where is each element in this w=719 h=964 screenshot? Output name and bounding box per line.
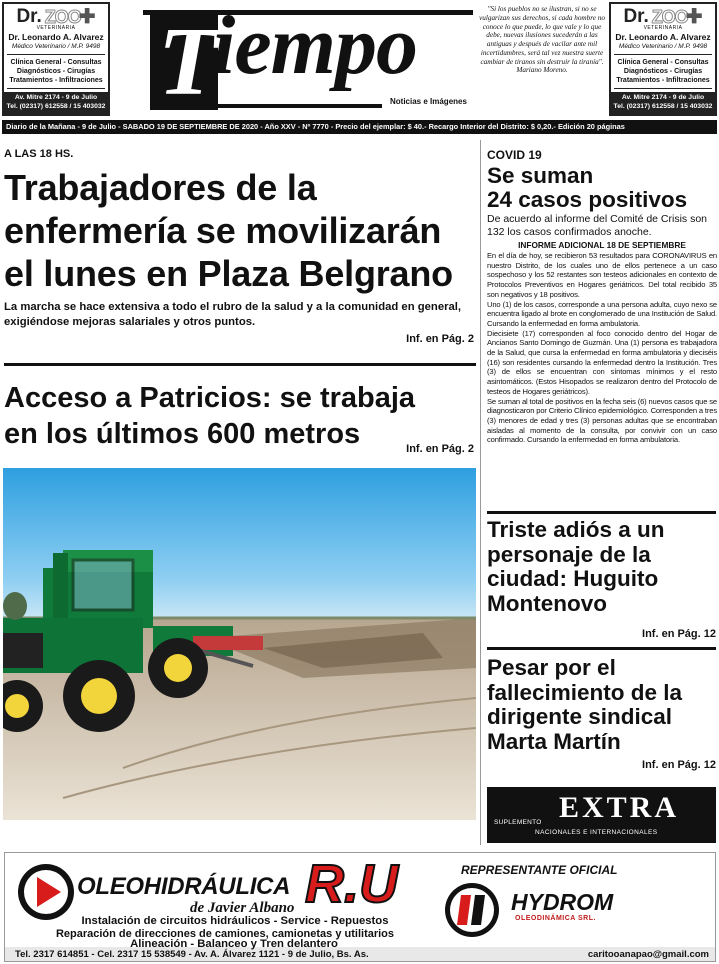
ad-owner: de Javier Albano bbox=[190, 900, 295, 916]
headline-line: dirigente sindical bbox=[487, 704, 673, 729]
covid-paragraph: En el día de hoy, se recibieron 53 resultados para CORONAVIRUS en nuestro Distrito, de los cuales uno de ellos pertenece a un caso sospechoso y los 52 restantes son testeos adicionales en contexto de Protocolos Preventivos en Hogares geriátricos. Del total recibido 35 son negativos y 18 positivos. bbox=[487, 251, 717, 299]
main-story-kicker: A LAS 18 HS. bbox=[4, 148, 74, 160]
headline-line: Triste adiós a un bbox=[487, 517, 665, 542]
headline-line: personaje de la bbox=[487, 541, 651, 567]
masthead-rule-bottom bbox=[212, 104, 382, 108]
section-divider bbox=[487, 511, 716, 514]
vet-address bbox=[611, 92, 715, 114]
vet-cross-icon: ✚ bbox=[685, 5, 703, 28]
vet-ad-right bbox=[609, 2, 717, 116]
covid-subheading: INFORME ADICIONAL 18 DE SEPTIEMBRE bbox=[518, 240, 686, 250]
second-story-page-ref[interactable]: Inf. en Pág. 2 bbox=[406, 443, 474, 455]
vet-ad-left bbox=[2, 2, 110, 116]
covid-headline[interactable] bbox=[487, 164, 717, 212]
ad-email[interactable]: caritooanapao@gmail.com bbox=[587, 949, 709, 960]
tractor-photo-image bbox=[3, 468, 476, 820]
hydrom-logo-icon bbox=[443, 881, 501, 939]
vet-phone: Tel. (02317) 612558 / 15 403032 bbox=[613, 103, 713, 111]
vet-service: Tratamientos - Infiltraciones bbox=[616, 77, 710, 85]
vet-cross-icon: ✚ bbox=[78, 5, 96, 28]
extra-subtitle: NACIONALES E INTERNACIONALES bbox=[535, 829, 658, 836]
vet-services bbox=[7, 54, 105, 89]
hydrom-subtitle: OLEODINÁMICA SRL. bbox=[515, 915, 596, 922]
covid-paragraph: Uno (1) de los casos, corresponde a una persona adulta, cuyo nexo se encuentra ligado al brote en conglomerado de una Institución de Salud. Cursando la enfermedad en forma ambulatoria. bbox=[487, 299, 717, 328]
vet-logo-zoo: ZOO bbox=[651, 6, 688, 27]
vet-title: Médico Veterinario / M.P. 9498 bbox=[11, 42, 101, 50]
ad-brand-name: OLEOHIDRÁULICA bbox=[77, 873, 291, 900]
vet-logo-sub: VETERINARIA bbox=[36, 25, 76, 31]
ad-contact: Tel. 2317 614851 - Cel. 2317 15 538549 - Av. A. Álvarez 1121 - 9 de Julio, Bs. As. bbox=[15, 949, 369, 960]
headline-line: Trabajadores de la bbox=[4, 167, 317, 208]
vet-logo-zoo: ZOO bbox=[44, 6, 81, 27]
ad-representative-label: REPRESENTANTE OFICIAL bbox=[461, 863, 618, 877]
ad-service-line: Reparación de direcciones de camiones, camionetas y utilitarios bbox=[55, 928, 395, 940]
extra-title: EXTRA bbox=[559, 791, 680, 824]
vet-logo-dr: Dr. bbox=[623, 6, 649, 28]
covid-paragraph: Diecisiete (17) corresponden al foco conocido dentro del Hogar de Ancianos Santo Domingo de Guzmán. Una (1) persona es trabajadora de la Salud, que cursa la enfermedad en forma ambulatoria y dieciséis (16) son residentes cursando la enfermedad dentro la Institución. Tres (3) de ellos se encuentran con síntomas mínimos y el resto asintomáticos. (Estos Hisopados se realizaron dentro del Protocolo de testeos de Hogares geriátricos). bbox=[487, 328, 717, 396]
headline-line: Pesar por el bbox=[487, 655, 616, 680]
main-story-page-ref[interactable]: Inf. en Pág. 2 bbox=[406, 333, 474, 345]
vet-phone: Tel. (02317) 612558 / 15 403032 bbox=[6, 103, 106, 111]
huguito-page-ref[interactable]: Inf. en Pág. 12 bbox=[642, 628, 716, 640]
vet-address-line: Av. Mitre 2174 - 9 de Julio bbox=[621, 94, 705, 102]
headline-line: en los últimos 600 metros bbox=[4, 418, 361, 450]
headline-line: el lunes en Plaza Belgrano bbox=[4, 253, 453, 294]
headline-line: Acceso a Patricios: se trabaja bbox=[4, 382, 416, 414]
vet-service: Tratamientos - Infiltraciones bbox=[9, 77, 103, 85]
ad-service-line: Instalación de circuitos hidráulicos - Service - Repuestos bbox=[81, 915, 389, 927]
vet-logo-sub: VETERINARIA bbox=[643, 25, 683, 31]
headline-line: 24 casos positivos bbox=[487, 187, 688, 212]
marta-headline[interactable] bbox=[487, 656, 719, 754]
vet-address bbox=[4, 92, 108, 114]
column-separator bbox=[480, 140, 481, 845]
vet-name: Dr. Leonardo A. Alvarez bbox=[8, 31, 104, 42]
covid-kicker: COVID 19 bbox=[487, 148, 542, 162]
vet-services bbox=[614, 54, 712, 89]
headline-line: enfermería se movilizarán bbox=[4, 210, 442, 251]
vet-service: Clínica General - Consultas bbox=[617, 58, 709, 66]
hydrom-name: HYDROM bbox=[511, 889, 614, 915]
huguito-headline[interactable] bbox=[487, 518, 719, 616]
ad-brand-ru: R.U bbox=[305, 854, 398, 914]
extra-supplement-label: SUPLEMENTO bbox=[494, 819, 542, 826]
masthead-title: iempo bbox=[212, 0, 417, 92]
vet-service: Diagnósticos - Cirugías bbox=[623, 68, 703, 76]
vet-service: Diagnósticos - Cirugías bbox=[16, 68, 96, 76]
headline-line: ciudad: Huguito bbox=[487, 566, 659, 591]
main-story-summary: La marcha se hace extensiva a todo el rubro de la salud y a la comunidad en general, exigiéndose mejoras salariales y otros puntos. bbox=[4, 301, 462, 328]
masthead-initial-box bbox=[150, 8, 218, 116]
section-divider bbox=[4, 363, 476, 366]
section-divider bbox=[487, 647, 716, 650]
extra-supplement-banner[interactable] bbox=[487, 787, 716, 843]
marta-page-ref[interactable]: Inf. en Pág. 12 bbox=[642, 759, 716, 771]
headline-line: Marta Martín bbox=[487, 728, 621, 754]
masthead-initial: T bbox=[158, 8, 218, 116]
edition-info-bar: Diario de la Mañana - 9 de Julio - SABADO 19 DE SEPTIEMBRE DE 2020 - Año XXV - Nº 7770 - Precio del ejemplar: $ 40.- Recargo Interior del Distrito: $ 0,20.- Edición 20 páginas bbox=[2, 120, 717, 134]
headline-line: fallecimiento de la bbox=[487, 679, 683, 705]
headline-line: Montenovo bbox=[487, 590, 607, 616]
vet-logo-dr: Dr. bbox=[16, 6, 42, 28]
masthead-subtitle: Noticias e Imágenes bbox=[390, 97, 467, 106]
tractor-photo bbox=[3, 468, 476, 820]
covid-paragraph: Se suman al total de positivos en la fecha seis (6) nuevos casos que se diagnosticaron por Criterio Clínico epidemiológico. Corresponden a tres (3) menores de edad y tres (3) personas adultas que se encontraban aisladas al momento de la consulta, por convivir con un caso confirmado. Cursando la enfermedad en forma ambulatoria. bbox=[487, 396, 717, 445]
vet-name: Dr. Leonardo A. Alvarez bbox=[615, 31, 711, 42]
headline-line: Se suman bbox=[487, 163, 594, 188]
main-story-headline[interactable] bbox=[4, 166, 474, 295]
ad-service-line: Alineación - Balanceo y Tren delantero bbox=[130, 938, 338, 950]
vet-service: Clínica General - Consultas bbox=[10, 58, 102, 66]
covid-body bbox=[487, 251, 717, 445]
play-logo-icon bbox=[15, 861, 77, 923]
covid-lead: De acuerdo al informe del Comité de Crisis son 132 los casos confirmados anoche. bbox=[487, 213, 708, 238]
vet-address-line: Av. Mitre 2174 - 9 de Julio bbox=[14, 94, 98, 102]
masthead-quote: "Si los pueblos no se ilustran, si no se vulgarizan sus derechos, si cada hombre no conoce lo que puede, lo que vale y lo que debe, nuevas ilusiones sucederán a las antiguas y después de vacilar ante mil incertidumbres, será tal vez nuestra suerte cambiar de tiranos sin destruir la tiranía". Mariano Moreno. bbox=[479, 5, 605, 75]
vet-title: Médico Veterinario / M.P. 9498 bbox=[618, 42, 708, 50]
second-story-headline[interactable] bbox=[4, 380, 474, 452]
